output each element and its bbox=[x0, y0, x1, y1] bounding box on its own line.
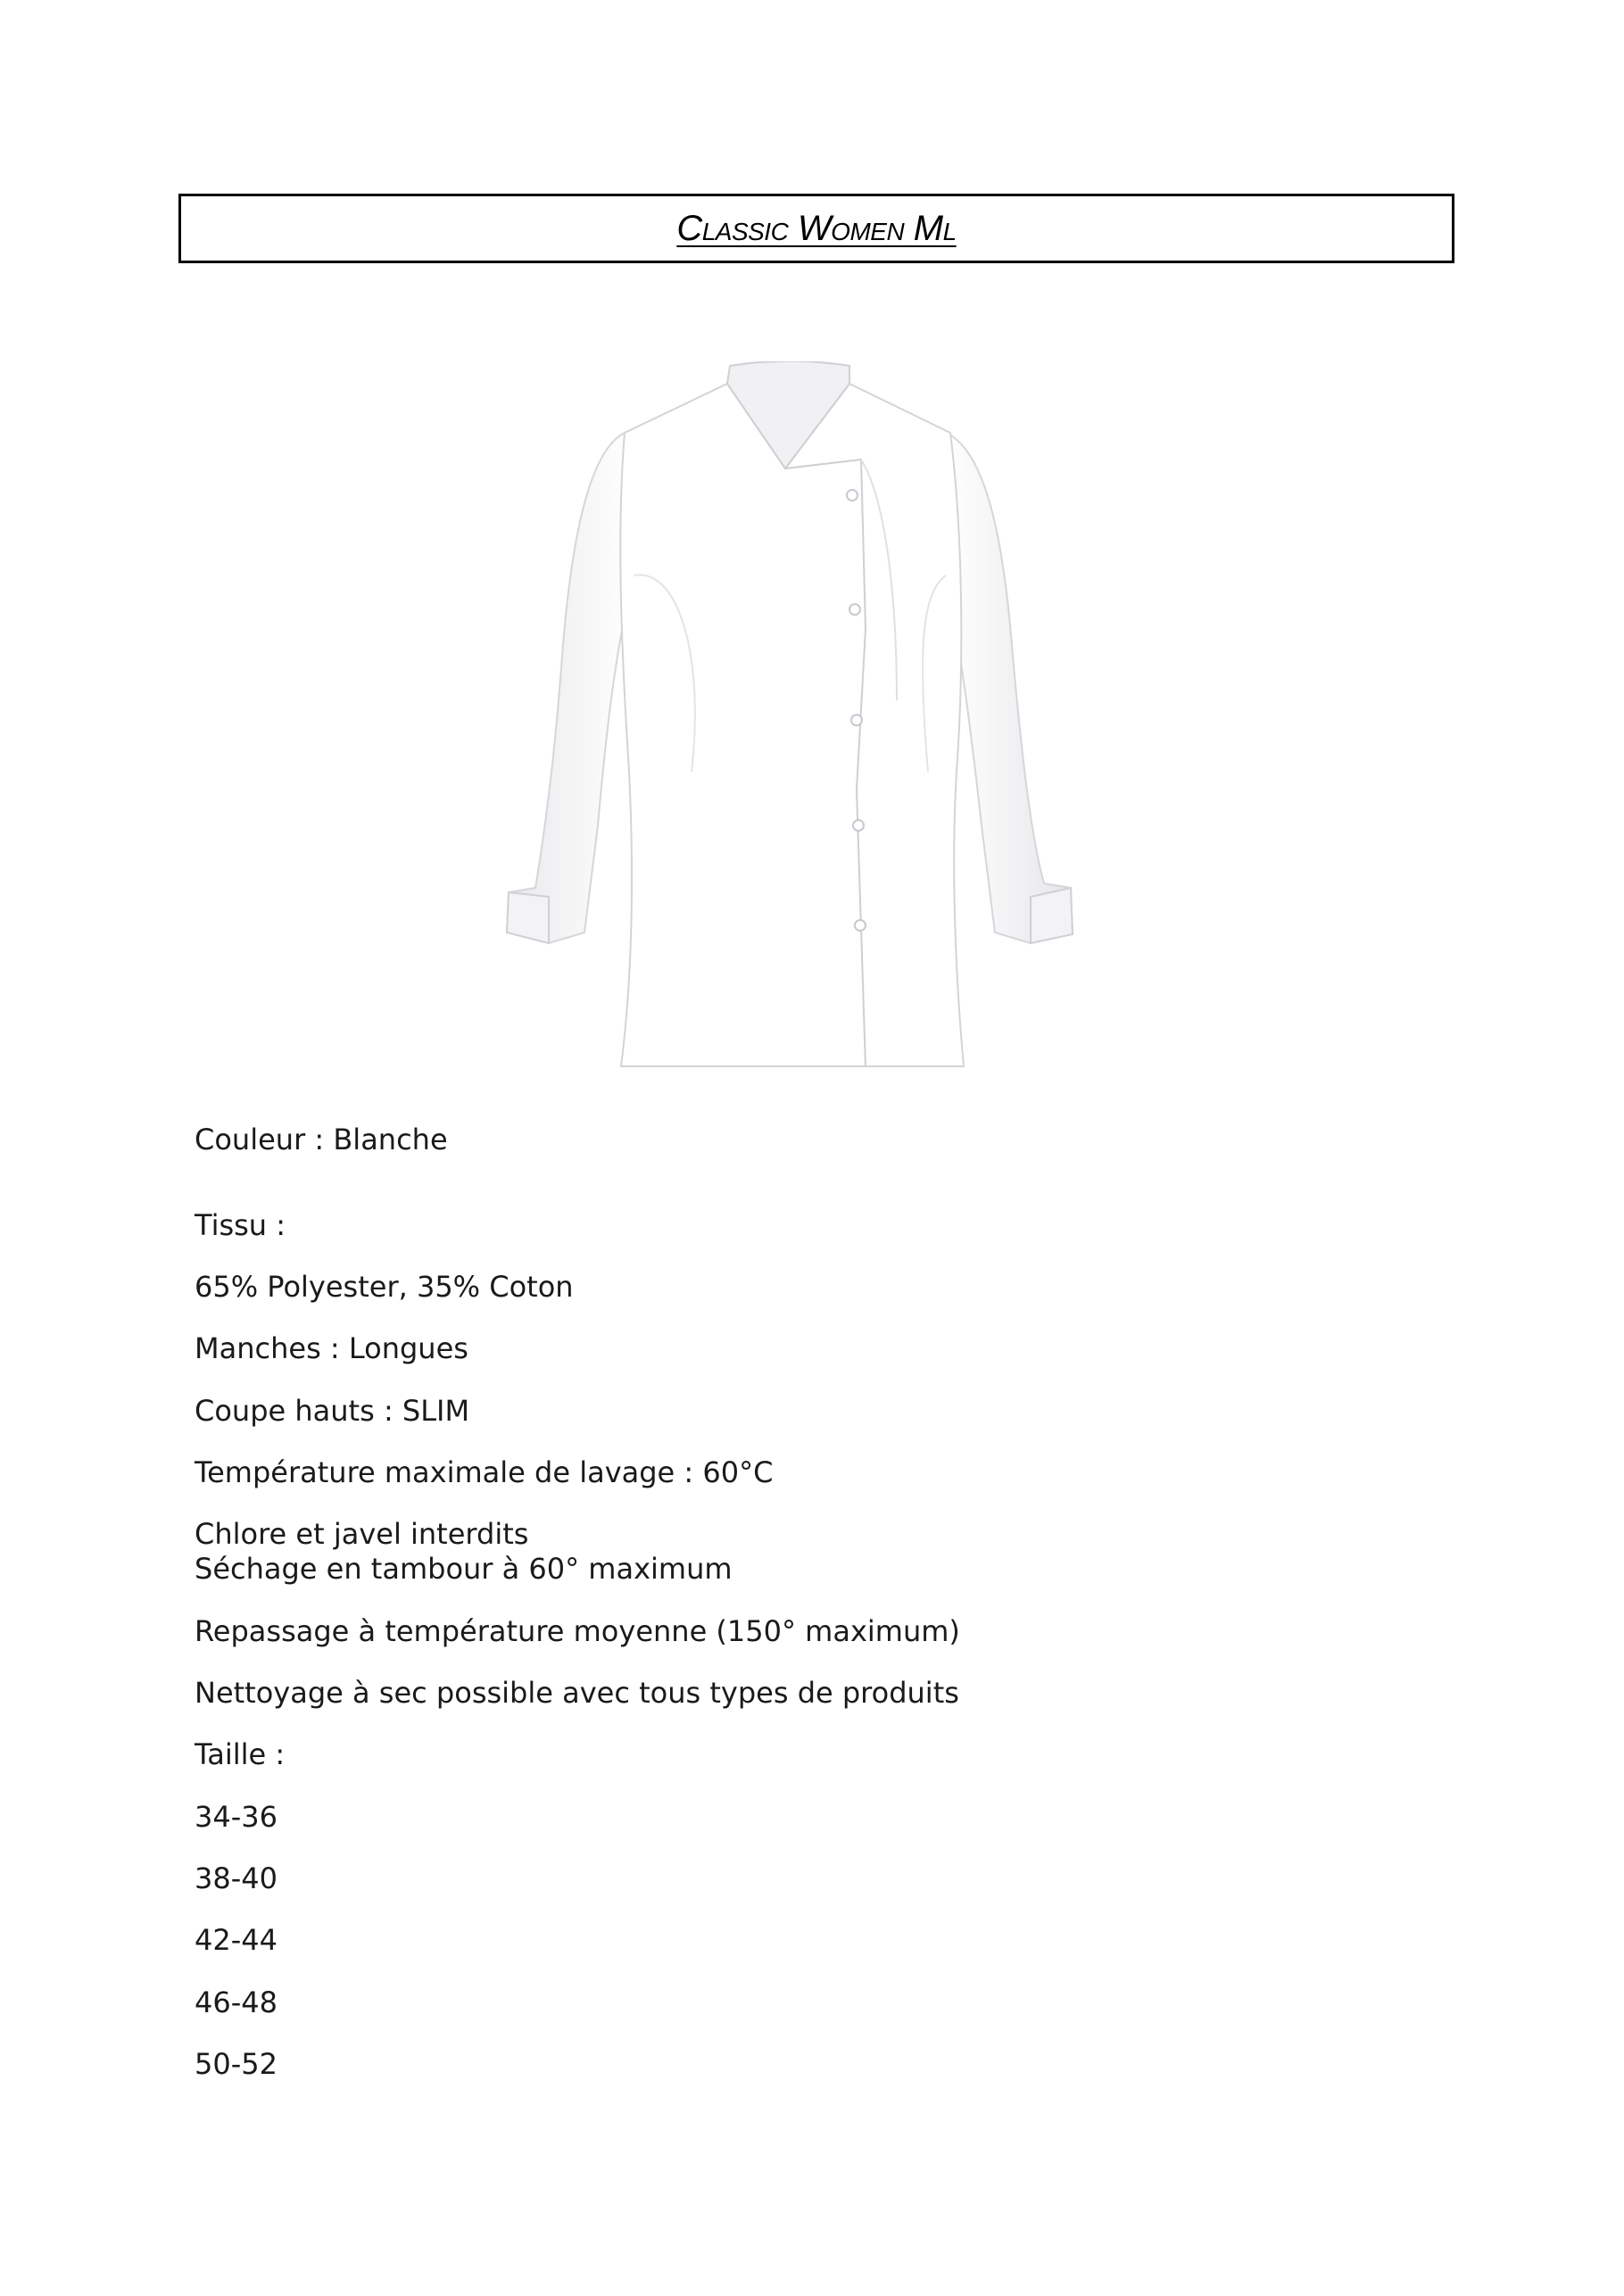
fabric-composition: 65% Polyester, 35% Coton bbox=[195, 1270, 574, 1304]
fit-spec: Coupe hauts : SLIM bbox=[195, 1394, 470, 1428]
title-box bbox=[178, 194, 1454, 263]
size-item: 38-40 bbox=[195, 1861, 278, 1895]
size-label: Taille : bbox=[195, 1737, 286, 1771]
ironing-spec: Repassage à température moyenne (150° maximum) bbox=[195, 1614, 960, 1648]
sleeves-spec: Manches : Longues bbox=[195, 1331, 468, 1365]
color-spec: Couleur : Blanche bbox=[195, 1123, 448, 1156]
bleach-spec: Chlore et javel interdits bbox=[195, 1517, 529, 1551]
size-item: 42-44 bbox=[195, 1923, 278, 1957]
size-item: 34-36 bbox=[195, 1800, 278, 1834]
fabric-label: Tissu : bbox=[195, 1208, 286, 1242]
wash-temperature-spec: Température maximale de lavage : 60°C bbox=[195, 1455, 774, 1489]
dry-cleaning-spec: Nettoyage à sec possible avec tous types de produits bbox=[195, 1676, 959, 1710]
size-item: 50-52 bbox=[195, 2047, 278, 2081]
document-title: Classic Women Ml bbox=[676, 208, 957, 248]
drying-spec: Séchage en tambour à 60° maximum bbox=[195, 1552, 733, 1586]
chef-jacket-image bbox=[500, 361, 1080, 1075]
size-item: 46-48 bbox=[195, 1985, 278, 2019]
